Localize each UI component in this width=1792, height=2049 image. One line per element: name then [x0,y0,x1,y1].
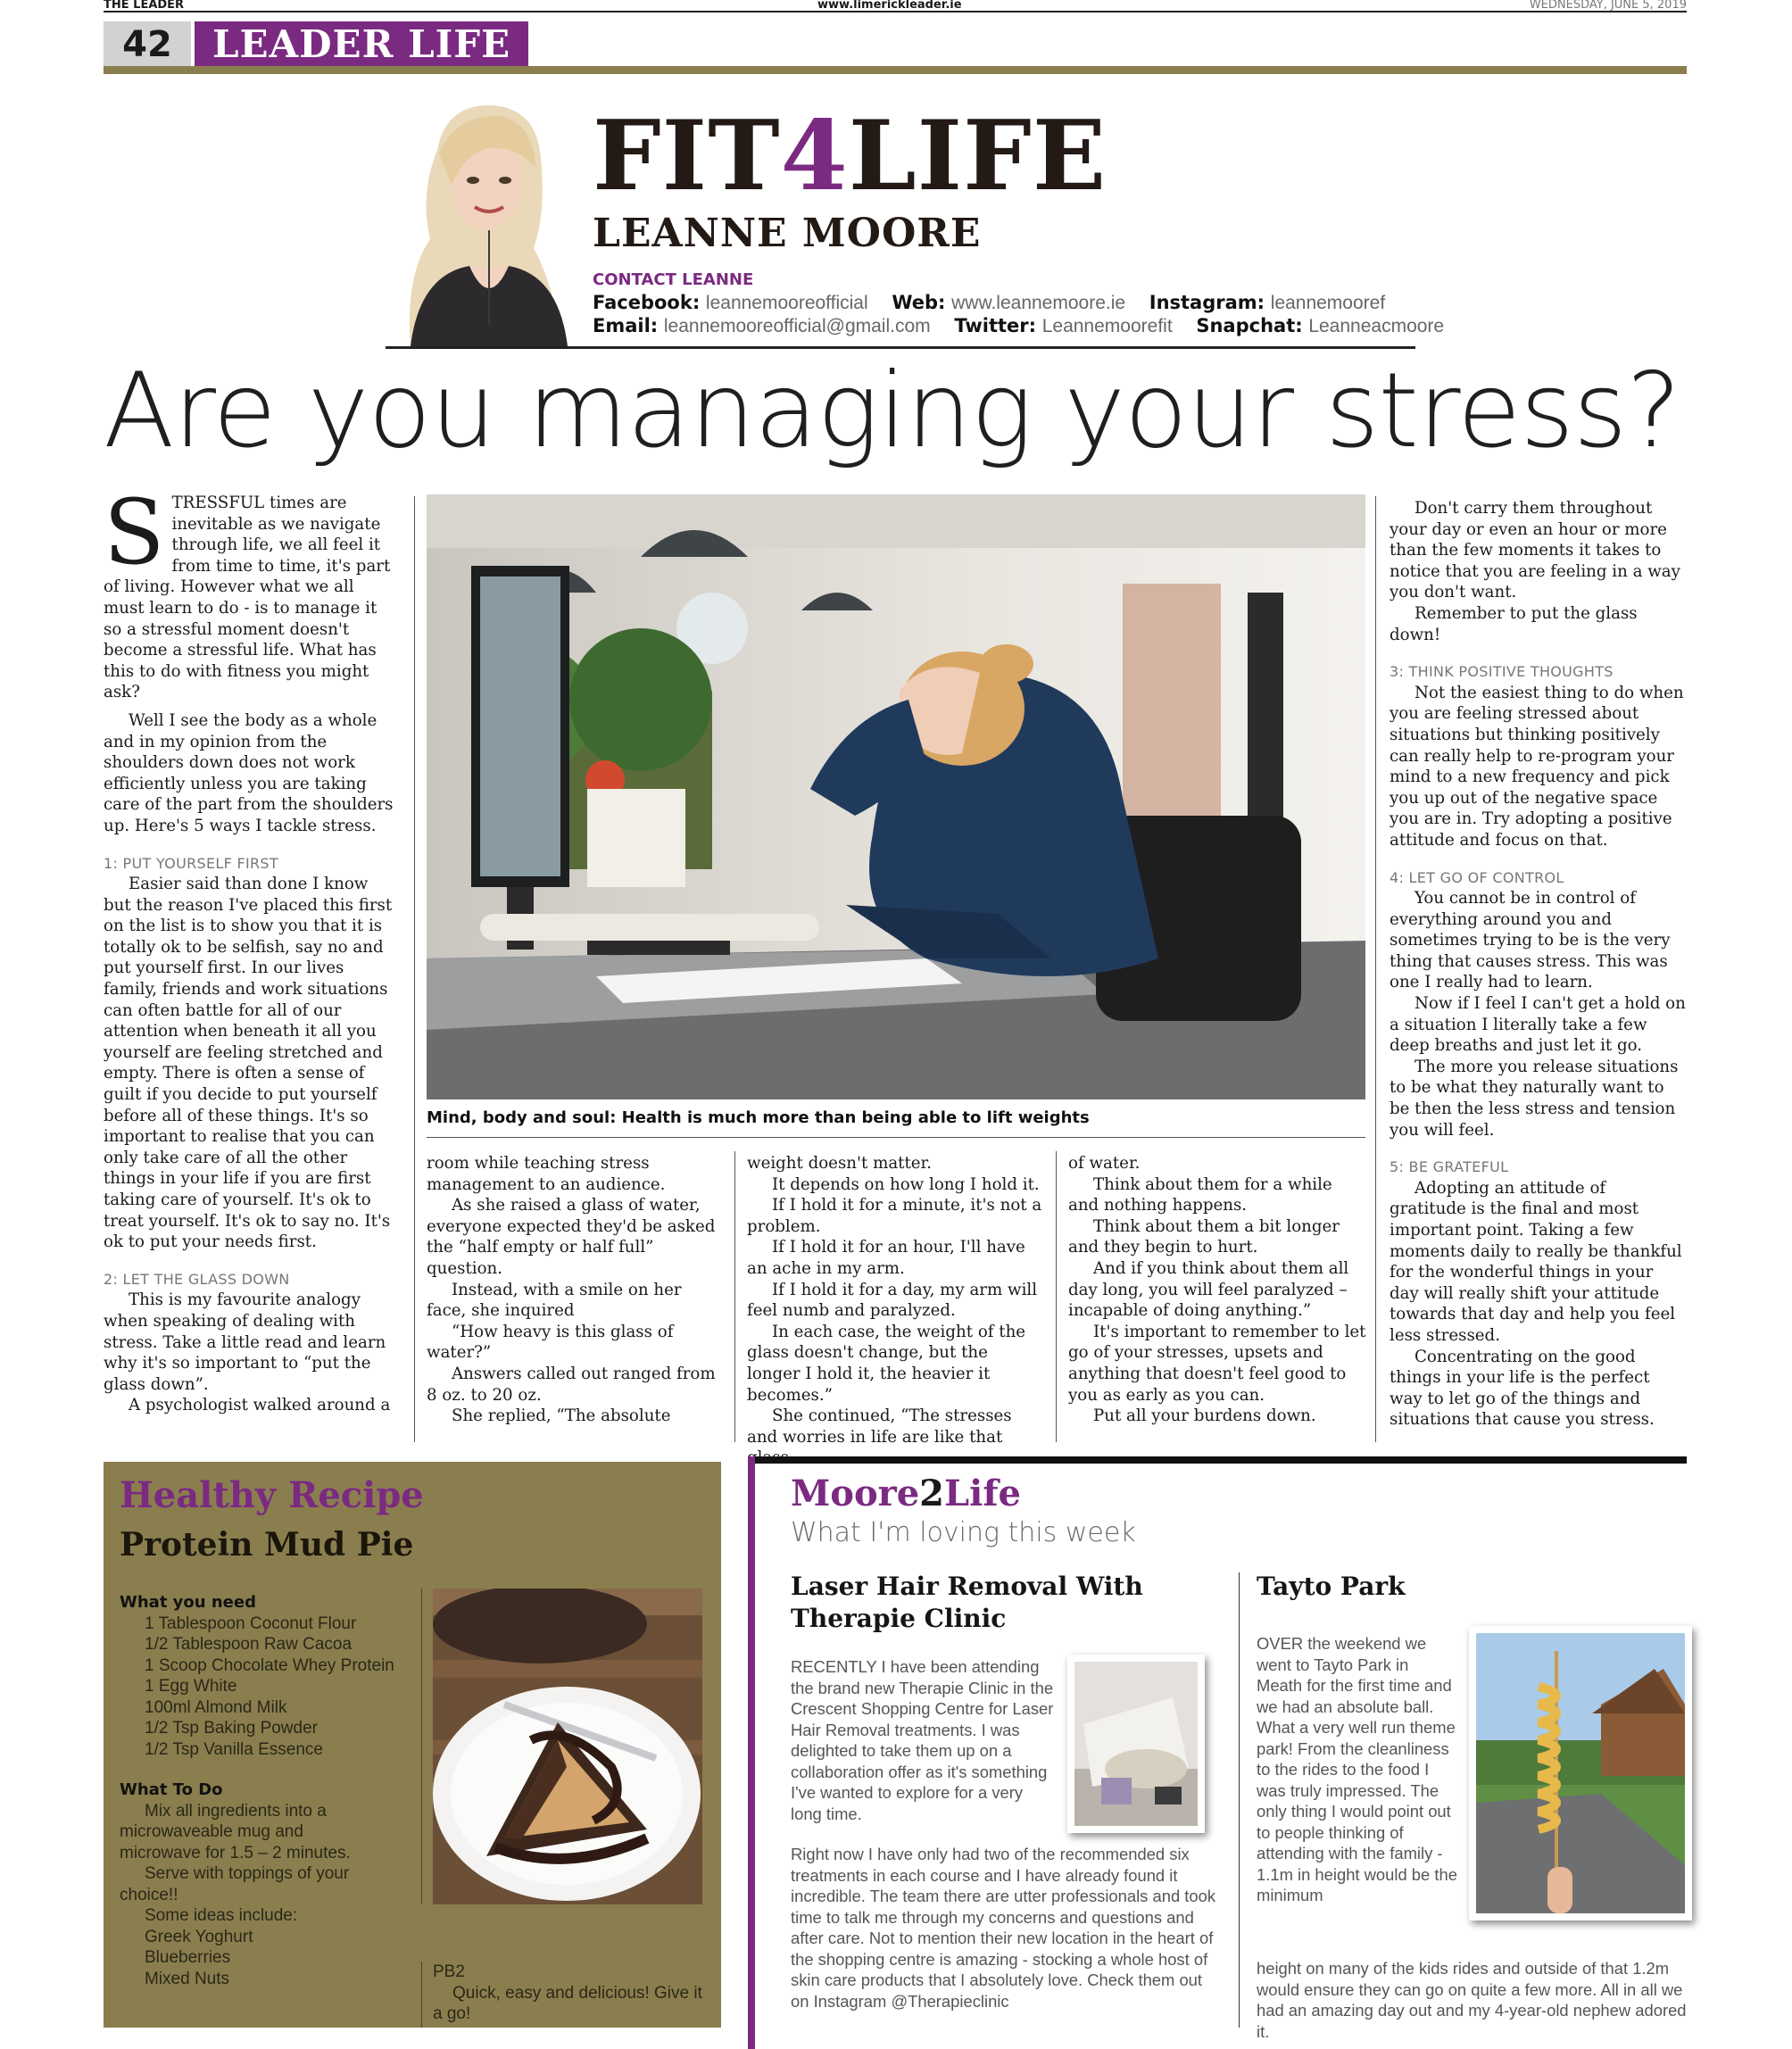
subhead-think-positive: 3: THINK POSITIVE THOUGHTS [1390,663,1614,681]
issue-date: WEDNESDAY, JUNE 5, 2019 [1529,0,1687,12]
tayto-heading: Tayto Park [1257,1572,1406,1601]
recipe-closing: Quick, easy and delicious! Give it a go! [433,1983,702,2023]
method-step: Serve with toppings of your choice!! [120,1864,350,1904]
paper-url[interactable]: www.limerickleader.ie [817,0,962,12]
tayto-photo [1469,1626,1692,1920]
method-heading: What To Do [120,1780,223,1799]
article-column-5: Don't carry them throughout your day or even an hour or more than the few moments it takes to notice that you are feeling in a way you don't want. Remember to put the glass down! 3: THINK POSITIVE THOUGHTS Not the easiest thing to do when you are feeling stressed about situations but thinking positively can really help to re-program your mind to a new frequency and pick you up out of the negative space you are in. Try adopting a positive attitude and focus on that. 4: LET GO OF CONTROL You cannot be in control of everything around you and sometimes trying to be is the very thing that causes stress. This was one I really had to learn. Now if I feel I can't get a hold on a situation I literally take a few deep breaths and just let it go. The more you release situations to be what they naturally want to be then the less stress and tension you will feel. 5: BE GRATEFUL Adopting an attitude of gratitude is the final and most important point. Taking a few moments daily to really be thankful for the wonderful things in your day will really shift your attitude towards that day and help you feel less stressed. Concentrating on the good things in your life is the perfect way to let go of the things and situations that cause you stress. [1390,499,1686,1430]
column-rule [734,1151,735,1442]
facebook-handle[interactable]: leannemooreofficial [705,293,868,313]
column-rule [1056,1151,1057,1442]
instagram-handle[interactable]: leannemooref [1270,293,1386,313]
page-number: 42 [104,21,191,68]
recipe-note [421,1962,707,2028]
ingredient-item: 1/2 Tsp Vanilla Essence [145,1739,323,1759]
feature-column-rule [1239,1572,1240,2028]
columnist-portrait [384,96,585,346]
snapchat-handle[interactable]: Leanneacmoore [1308,316,1445,336]
ideas-intro: Some ideas include: [145,1906,298,1925]
method-step: Mix all ingredients into a microwaveable mug and microwave for 1.5 – 2 minutes. [120,1801,351,1862]
contact-row-2: Email: leannemooreofficial@gmail.com Twitter: Leannemoorefit Snapchat: Leanneacmoore [593,315,1445,336]
ingredient-item: 1/2 Tsp Baking Powder [145,1719,318,1738]
subhead-let-go-of-control: 4: LET GO OF CONTROL [1390,868,1564,886]
ingredient-item: 100ml Almond Milk [145,1697,287,1717]
section-label: LEADER LIFE [195,21,528,68]
drop-cap: S [104,480,165,585]
article-photo [427,494,1365,1099]
recipe-photo [421,1589,701,1904]
contact-heading: CONTACT LEANNE [593,270,754,289]
laser-heading: Laser Hair Removal With Therapie Clinic [791,1572,1143,1633]
contact-row-1: Facebook: leannemooreofficial Web: www.leannemoore.ie Instagram: leannemooref [593,292,1386,313]
article-headline: Are you managing your stress? [104,351,1680,471]
column-rule [414,496,415,1442]
laser-photo [1067,1655,1205,1833]
article-column-1: STRESSFUL times are inevitable as we navigate through life, we all feel it from time to time, it's part of living. However what we all must learn to do - is to manage it so a stressful moment doesn't become a stressful life. What has this to do with fitness you might ask? Well I see the body as a whole and in my opinion from the shoulders down does not work efficiently unless you are taking care of the part from the shoulders up. Here's 5 ways I tackle stress. 1: PUT YOURSELF FIRST Easier said than done I know but the reason I've placed this first on the list is to show you that it is totally ok to be selfish, say no and put yourself first. In our lives family, friends and work situations can often battle for all of our attention when beneath it all you yourself are feeling stretched and empty. There is often a sense of guilt if you decide to put yourself before all of these things. It's so important to realise that you can only take care of all the other things in your life if you are first taking care of yourself. It's ok to treat yourself. It's ok to say no. It's ok to put your needs first. 2: LET THE GLASS DOWN This is my favourite analogy when speaking of dealing with stress. Take a little read and learn why it's so important to “put the glass down”. A psychologist walked around a [104,493,398,1416]
subhead-put-yourself-first: 1: PUT YOURSELF FIRST [104,854,278,872]
recipe-kicker: Healthy Recipe [120,1474,424,1516]
header-rule [104,66,1687,74]
page-header [104,21,528,68]
photo-caption: Mind, body and soul: Health is much more than being able to lift weights [427,1108,1090,1127]
idea-item: Mixed Nuts [145,1969,230,1988]
website-link[interactable]: www.leannemoore.ie [951,293,1126,313]
feature-side-bar [748,1456,755,2049]
article-column-4: of water. Think about them for a while and nothing happens. Think about them a bit longer and they begin to hurt. And if you think about them all day long, you will feel paralyzed – incapable of doing anything.” It's important to remember to let go of your stresses, upsets and anything that doesn't feel good to you as early as you can. Put all your burdens down. [1068,1154,1366,1426]
pb2-label: PB2 [433,1962,465,1981]
ingredient-item: 1 Tablespoon Coconut Flour [145,1613,357,1633]
idea-item: Greek Yoghurt [145,1927,253,1946]
subhead-be-grateful: 5: BE GRATEFUL [1390,1158,1509,1176]
recipe-box [104,1462,721,2028]
laser-body: Right now I have only had two of the recommended six treatments in each course and I have already found it incredible. The team there are utter professionals and took time to talk me through my concerns and questions and after care. Not to mention their new location in the heart of the shopping centre is amazing - stocking a whole host of skin care products that I absolutely love. Check them out on Instagram @Therapieclinic [791,1845,1216,2011]
masthead-strip [104,0,1687,12]
author-name: LEANNE MOORE [593,211,982,256]
laser-body-intro: RECENTLY I have been attending the brand new Therapie Clinic in the Crescent Shopping Centre for Laser Hair Removal treatments. I was delighted to take them up on a collaboration offer as it's something I've wanted to explore for a very long time. [791,1657,1054,1823]
feature-title: Moore2Life [791,1472,1021,1514]
idea-item: Blueberries [145,1948,231,1967]
feature-subtitle: What I'm loving this week [791,1517,1136,1548]
paper-name: THE LEADER [104,0,185,12]
contact-divider [386,346,1415,349]
feature-top-rule [748,1456,1687,1464]
email-link[interactable]: leannemooreofficial@gmail.com [663,316,931,336]
subhead-let-the-glass-down: 2: LET THE GLASS DOWN [104,1270,290,1288]
tayto-body: height on many of the kids rides and outside of that 1.2m would ensure they can go on quite a few more. All in all we had an amazing day out and my 4-year-old nephew adored it. [1257,1959,1687,2041]
article-column-3: weight doesn't matter. It depends on how long I hold it. If I hold it for a minute, it's not a problem. If I hold it for an hour, I'll have an ache in my arm. If I hold it for a day, my arm will feel numb and paralyzed. In each case, the weight of the glass doesn't change, but the longer I hold it, the heavier it becomes.” She continued, “The stresses and worries in life are like that [747,1154,1042,1447]
ingredients-heading: What you need [120,1593,256,1612]
twitter-handle[interactable]: Leannemoorefit [1041,316,1173,336]
recipe-title: Protein Mud Pie [120,1526,414,1564]
article-column-2: room while teaching stress management to an audience. As she raised a glass of water, everyone expected they'd be asked the “half empty or half full” question. Instead, with a smile on her face, she inquired “How heavy is this glass of water?” Answers called out ranged from 8 oz. to 20 oz. She replied, “The absolute [427,1154,716,1426]
column-brand: FIT4LIFE [593,100,1108,212]
column-rule [1375,496,1376,1442]
caption-rule [427,1137,1365,1138]
tayto-body-intro: OVER the weekend we went to Tayto Park in Meath for the first time and we had an absolute ball. What a very well run theme park! From the cleanliness to the rides to the food I was truly impressed. The only thing I would point out to people thinking of attending with the family - 1.1m in height would be the minimum [1257,1634,1457,1904]
ingredient-item: 1 Scoop Chocolate Whey Protein [145,1655,394,1675]
ingredient-item: 1 Egg White [145,1677,237,1696]
ingredient-item: 1/2 Tablespoon Raw Cacoa [145,1635,353,1654]
